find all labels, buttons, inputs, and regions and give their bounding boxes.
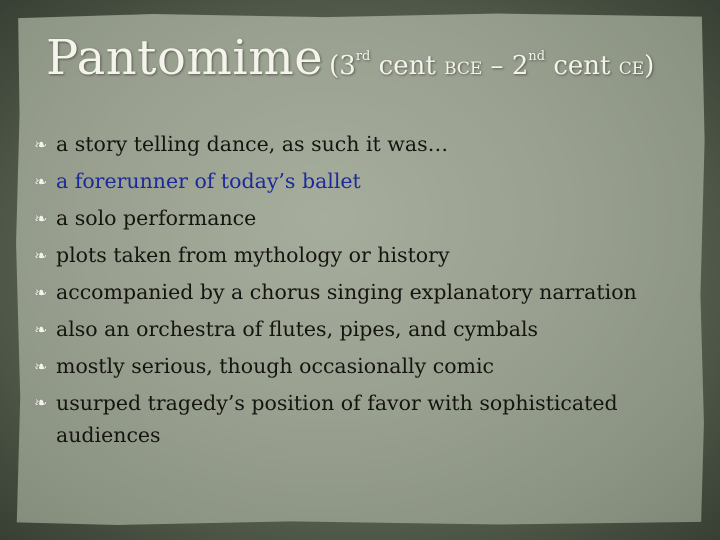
slide-title — [46, 30, 654, 86]
title-ordinal-suffix: nd — [528, 49, 546, 64]
bullet-item — [34, 387, 700, 451]
bullet-text: also an orchestra of flutes, pipes, and cymbals — [56, 317, 539, 341]
title-date-part: – 2 — [482, 51, 529, 81]
bullet-item — [34, 126, 700, 163]
bullet-item — [34, 348, 700, 385]
bullet-text: a solo performance — [56, 206, 257, 230]
title-date-part: ) — [644, 51, 655, 81]
bullet-text: usurped tragedy’s position of favor with sophisticated audiences — [56, 391, 618, 447]
bullet-text: plots taken from mythology or history — [56, 243, 450, 267]
bullet-item — [34, 237, 700, 274]
title-date-part: (3 — [329, 51, 356, 81]
scroll-bullet-icon: ❧ — [34, 209, 48, 228]
bullet-list — [34, 126, 700, 451]
bullet-item — [34, 163, 700, 200]
scroll-bullet-icon: ❧ — [34, 283, 48, 302]
title-date-part: cent — [370, 51, 445, 81]
bullet-text: accompanied by a chorus singing explanatory narration — [56, 280, 637, 304]
bullet-text: a forerunner of today’s ballet — [56, 169, 361, 193]
bullet-item — [34, 200, 700, 237]
title-era: CE — [618, 59, 645, 79]
title-main: Pantomime — [46, 30, 324, 86]
bullet-text: mostly serious, though occasionally comic — [56, 354, 495, 378]
title-ordinal-suffix: rd — [355, 49, 371, 64]
bullet-item — [34, 274, 700, 311]
scroll-bullet-icon: ❧ — [34, 172, 48, 191]
bullet-text: a story telling dance, as such it was… — [56, 132, 449, 156]
scroll-bullet-icon: ❧ — [34, 320, 48, 339]
title-era: BCE — [444, 59, 483, 79]
bullet-item — [34, 311, 700, 348]
title-date-range — [329, 51, 654, 81]
title-date-part: cent — [545, 51, 619, 81]
scroll-bullet-icon: ❧ — [34, 135, 48, 154]
scroll-bullet-icon: ❧ — [34, 246, 48, 265]
scroll-bullet-icon: ❧ — [34, 393, 48, 412]
scroll-bullet-icon: ❧ — [34, 357, 48, 376]
